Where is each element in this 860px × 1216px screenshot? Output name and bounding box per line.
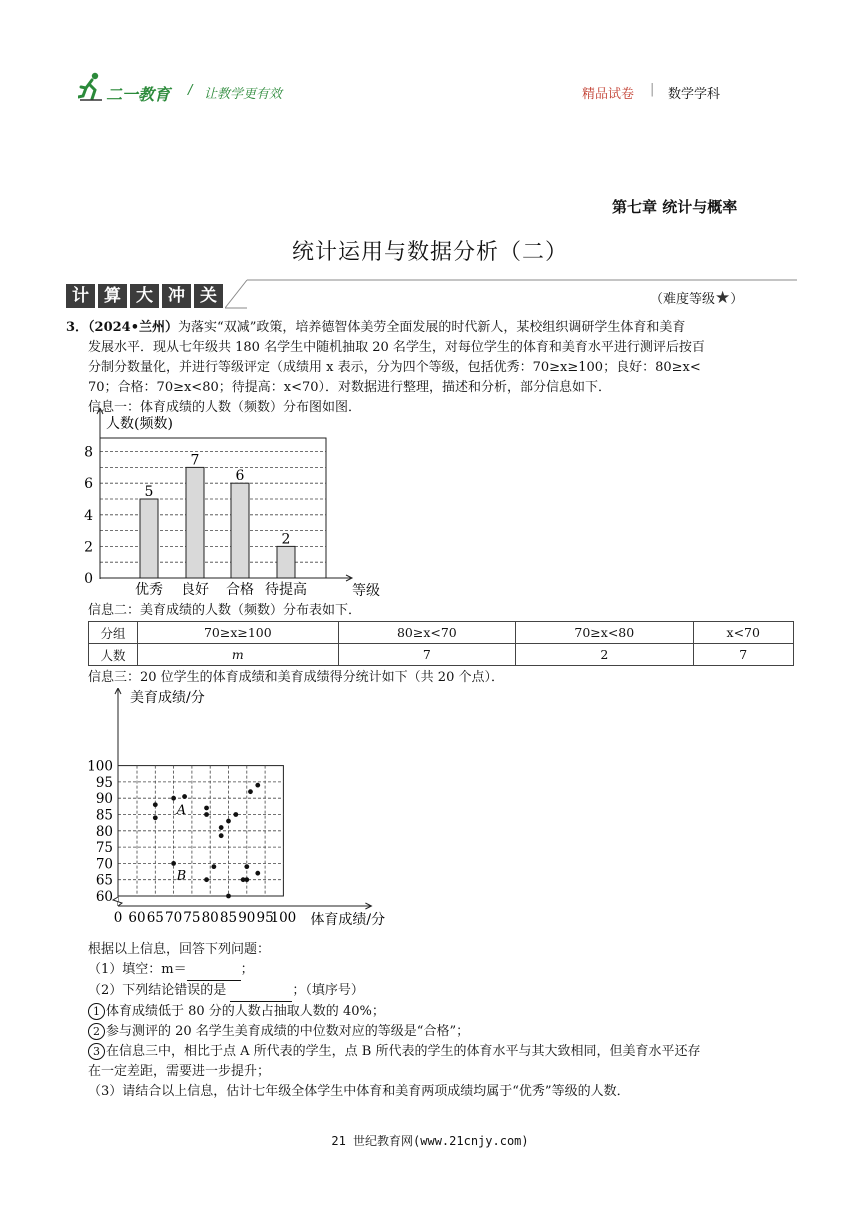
table-cell: 7 <box>693 644 793 666</box>
x-tick-label: 65 <box>146 910 164 926</box>
data-point <box>171 796 176 801</box>
table-cell: 80≥x<70 <box>338 622 515 644</box>
questions <box>88 940 808 1102</box>
y-tick-label: 70 <box>95 856 113 873</box>
x-tick-label: 良好 <box>181 582 209 598</box>
data-point <box>204 806 209 811</box>
sub-question-3: （3）请结合以上信息，估计七年级全体学生中体育和美育两项成绩均属于“优秀”等级的人数． <box>88 1084 630 1099</box>
data-point <box>255 871 260 876</box>
data-point <box>204 812 209 817</box>
slogan: 让教学更有效 <box>204 87 283 102</box>
bar-value-label: 2 <box>281 531 291 548</box>
info-three: 信息三：20 位学生的体育成绩和美育成绩得分统计如下（共 20 个点）． <box>88 670 504 685</box>
circled-number: 3 <box>88 1043 105 1060</box>
page-title: 统计运用与数据分析（二） <box>291 240 568 265</box>
logo-text: 二一教育 <box>106 85 171 104</box>
data-point <box>211 864 216 869</box>
data-point <box>248 789 253 794</box>
option-2: 2 参与测评的 20 名学生美育成绩的中位数对应的等级是“合格”； <box>88 1022 808 1042</box>
x-tick-label: 70 <box>165 910 183 926</box>
bar <box>140 499 158 578</box>
x-tick-label: 75 <box>183 910 201 926</box>
badge-char: 算 <box>98 284 127 308</box>
point-label: A <box>176 803 186 819</box>
bar <box>186 467 204 578</box>
y-tick-label: 85 <box>95 807 113 824</box>
data-point <box>226 819 231 824</box>
data-point <box>255 783 260 788</box>
circled-number: 2 <box>88 1023 105 1040</box>
footer: 21 世纪教育网(www.21cnjy.com) <box>331 1134 529 1148</box>
x-tick-label: 95 <box>256 910 274 926</box>
y-axis-label: 人数(频数) <box>106 416 173 432</box>
x-axis-label: 体育成绩/分 <box>310 912 386 928</box>
y-tick-label: 100 <box>87 758 113 775</box>
x-tick-label: 待提高 <box>265 582 307 598</box>
y-tick-label: 2 <box>84 539 93 556</box>
table-cell: x<70 <box>693 622 793 644</box>
arts-distribution-table <box>88 621 794 666</box>
x-axis-label: 等级 <box>352 583 380 599</box>
table-cell: 分组 <box>89 622 138 644</box>
y-tick-label: 0 <box>84 571 93 587</box>
data-point <box>233 812 238 817</box>
sub-question-1: （1）填空：m＝ ； <box>88 960 808 981</box>
data-point <box>219 833 224 838</box>
option-3-continued: 在一定差距，需要进一步提升； <box>88 1064 271 1079</box>
header-separator: | <box>650 82 655 97</box>
prompt: 根据以上信息，回答下列问题： <box>88 942 271 957</box>
bar-value-label: 7 <box>190 452 200 469</box>
table-cell: m <box>138 644 339 666</box>
badge-char: 大 <box>130 284 159 308</box>
y-tick-label: 60 <box>95 889 113 905</box>
header <box>0 0 860 110</box>
answer-blank-2[interactable] <box>230 981 292 1002</box>
scores-scatter-plot <box>80 688 460 943</box>
slogan-separator: / <box>188 83 193 98</box>
circled-number: 1 <box>88 1003 105 1020</box>
section-badge <box>66 284 223 308</box>
data-point <box>244 864 249 869</box>
point-label: B <box>176 868 187 884</box>
info-one: 信息一：体育成绩的人数（频数）分布图如图． <box>88 400 362 415</box>
data-point <box>226 894 231 899</box>
question-number: 3． <box>66 320 89 335</box>
table-cell: 2 <box>516 644 693 666</box>
x-tick-label: 60 <box>128 910 146 926</box>
y-tick-label: 80 <box>95 823 113 840</box>
y-tick-label: 65 <box>95 872 113 889</box>
badge-char: 关 <box>194 284 223 308</box>
table-cell: 70≥x≥100 <box>138 622 339 644</box>
x-tick-label: 80 <box>201 910 219 926</box>
table-cell: 7 <box>338 644 515 666</box>
info-two: 信息二：美育成绩的人数（频数）分布表如下． <box>88 603 362 618</box>
answer-blank-1[interactable] <box>187 960 241 981</box>
table-cell: 70≥x<80 <box>516 622 693 644</box>
data-point <box>182 794 187 799</box>
table-row <box>89 622 794 644</box>
y-tick-label: 90 <box>95 791 113 808</box>
badge-char: 冲 <box>162 284 191 308</box>
x-tick-label: 0 <box>113 910 123 926</box>
table-cell: 人数 <box>89 644 138 666</box>
star-icon: ★ <box>715 288 731 308</box>
data-point <box>153 815 158 820</box>
header-tag-exam: 精品试卷 <box>582 87 635 102</box>
x-tick-label: 85 <box>219 910 238 926</box>
y-tick-label: 6 <box>84 476 93 493</box>
y-axis-label: 美育成绩/分 <box>130 690 205 706</box>
bar <box>277 546 295 578</box>
bar-value-label: 6 <box>235 468 245 485</box>
bar <box>231 483 249 578</box>
data-point <box>153 802 158 807</box>
question-stem: 3．（2024•兰州）为落实“双减”政策，培养德智体美劳全面发展的时代新人，某校组织调研学生体育和美育 发展水平．现从七年级共 180 名学生中随机抽取 20 名学生，对每位学生的体育和美育水平进行测评后按百 分制分数量化，并进行等级评定（成绩用 x 表示，分为四个等级，包括优秀：70≥x≥100；良好：80≥x< 70；合格：70≥x<80；待提高：x<70）．对数据进行整理，描述和分析，部分信息如下． 信息一：体育成绩的人数（频数）分布图如图． <box>66 318 806 418</box>
x-tick-label: 90 <box>238 910 256 926</box>
y-tick-label: 4 <box>84 507 93 524</box>
x-tick-label: 100 <box>270 910 297 926</box>
bar-value-label: 5 <box>144 484 154 500</box>
sub-question-2: （2）下列结论错误的是 ；（填序号） <box>88 981 808 1002</box>
header-tag-subject: 数学学科 <box>668 87 721 102</box>
y-tick-label: 95 <box>95 774 113 791</box>
sports-score-bar-chart <box>70 408 390 600</box>
data-point <box>171 861 176 866</box>
runner-logo-icon <box>78 72 104 102</box>
chapter-title: 第七章 统计与概率 <box>612 198 738 216</box>
data-point <box>204 877 209 882</box>
difficulty-label: （难度等级★） <box>650 288 744 308</box>
table-row <box>89 644 794 666</box>
data-point <box>244 877 249 882</box>
x-tick-label: 合格 <box>226 582 254 598</box>
y-tick-label: 8 <box>84 444 93 461</box>
data-point <box>219 825 224 830</box>
question-source: （2024•兰州） <box>88 320 179 335</box>
option-1: 1 体育成绩低于 80 分的人数占抽取人数的 40%； <box>88 1002 808 1022</box>
badge-char: 计 <box>66 284 95 308</box>
option-3: 3 在信息三中，相比于点 A 所代表的学生，点 B 所代表的学生的体育水平与其大致相同，但美育水平还存 <box>88 1042 808 1062</box>
y-tick-label: 75 <box>95 840 113 857</box>
x-tick-label: 优秀 <box>135 582 163 598</box>
